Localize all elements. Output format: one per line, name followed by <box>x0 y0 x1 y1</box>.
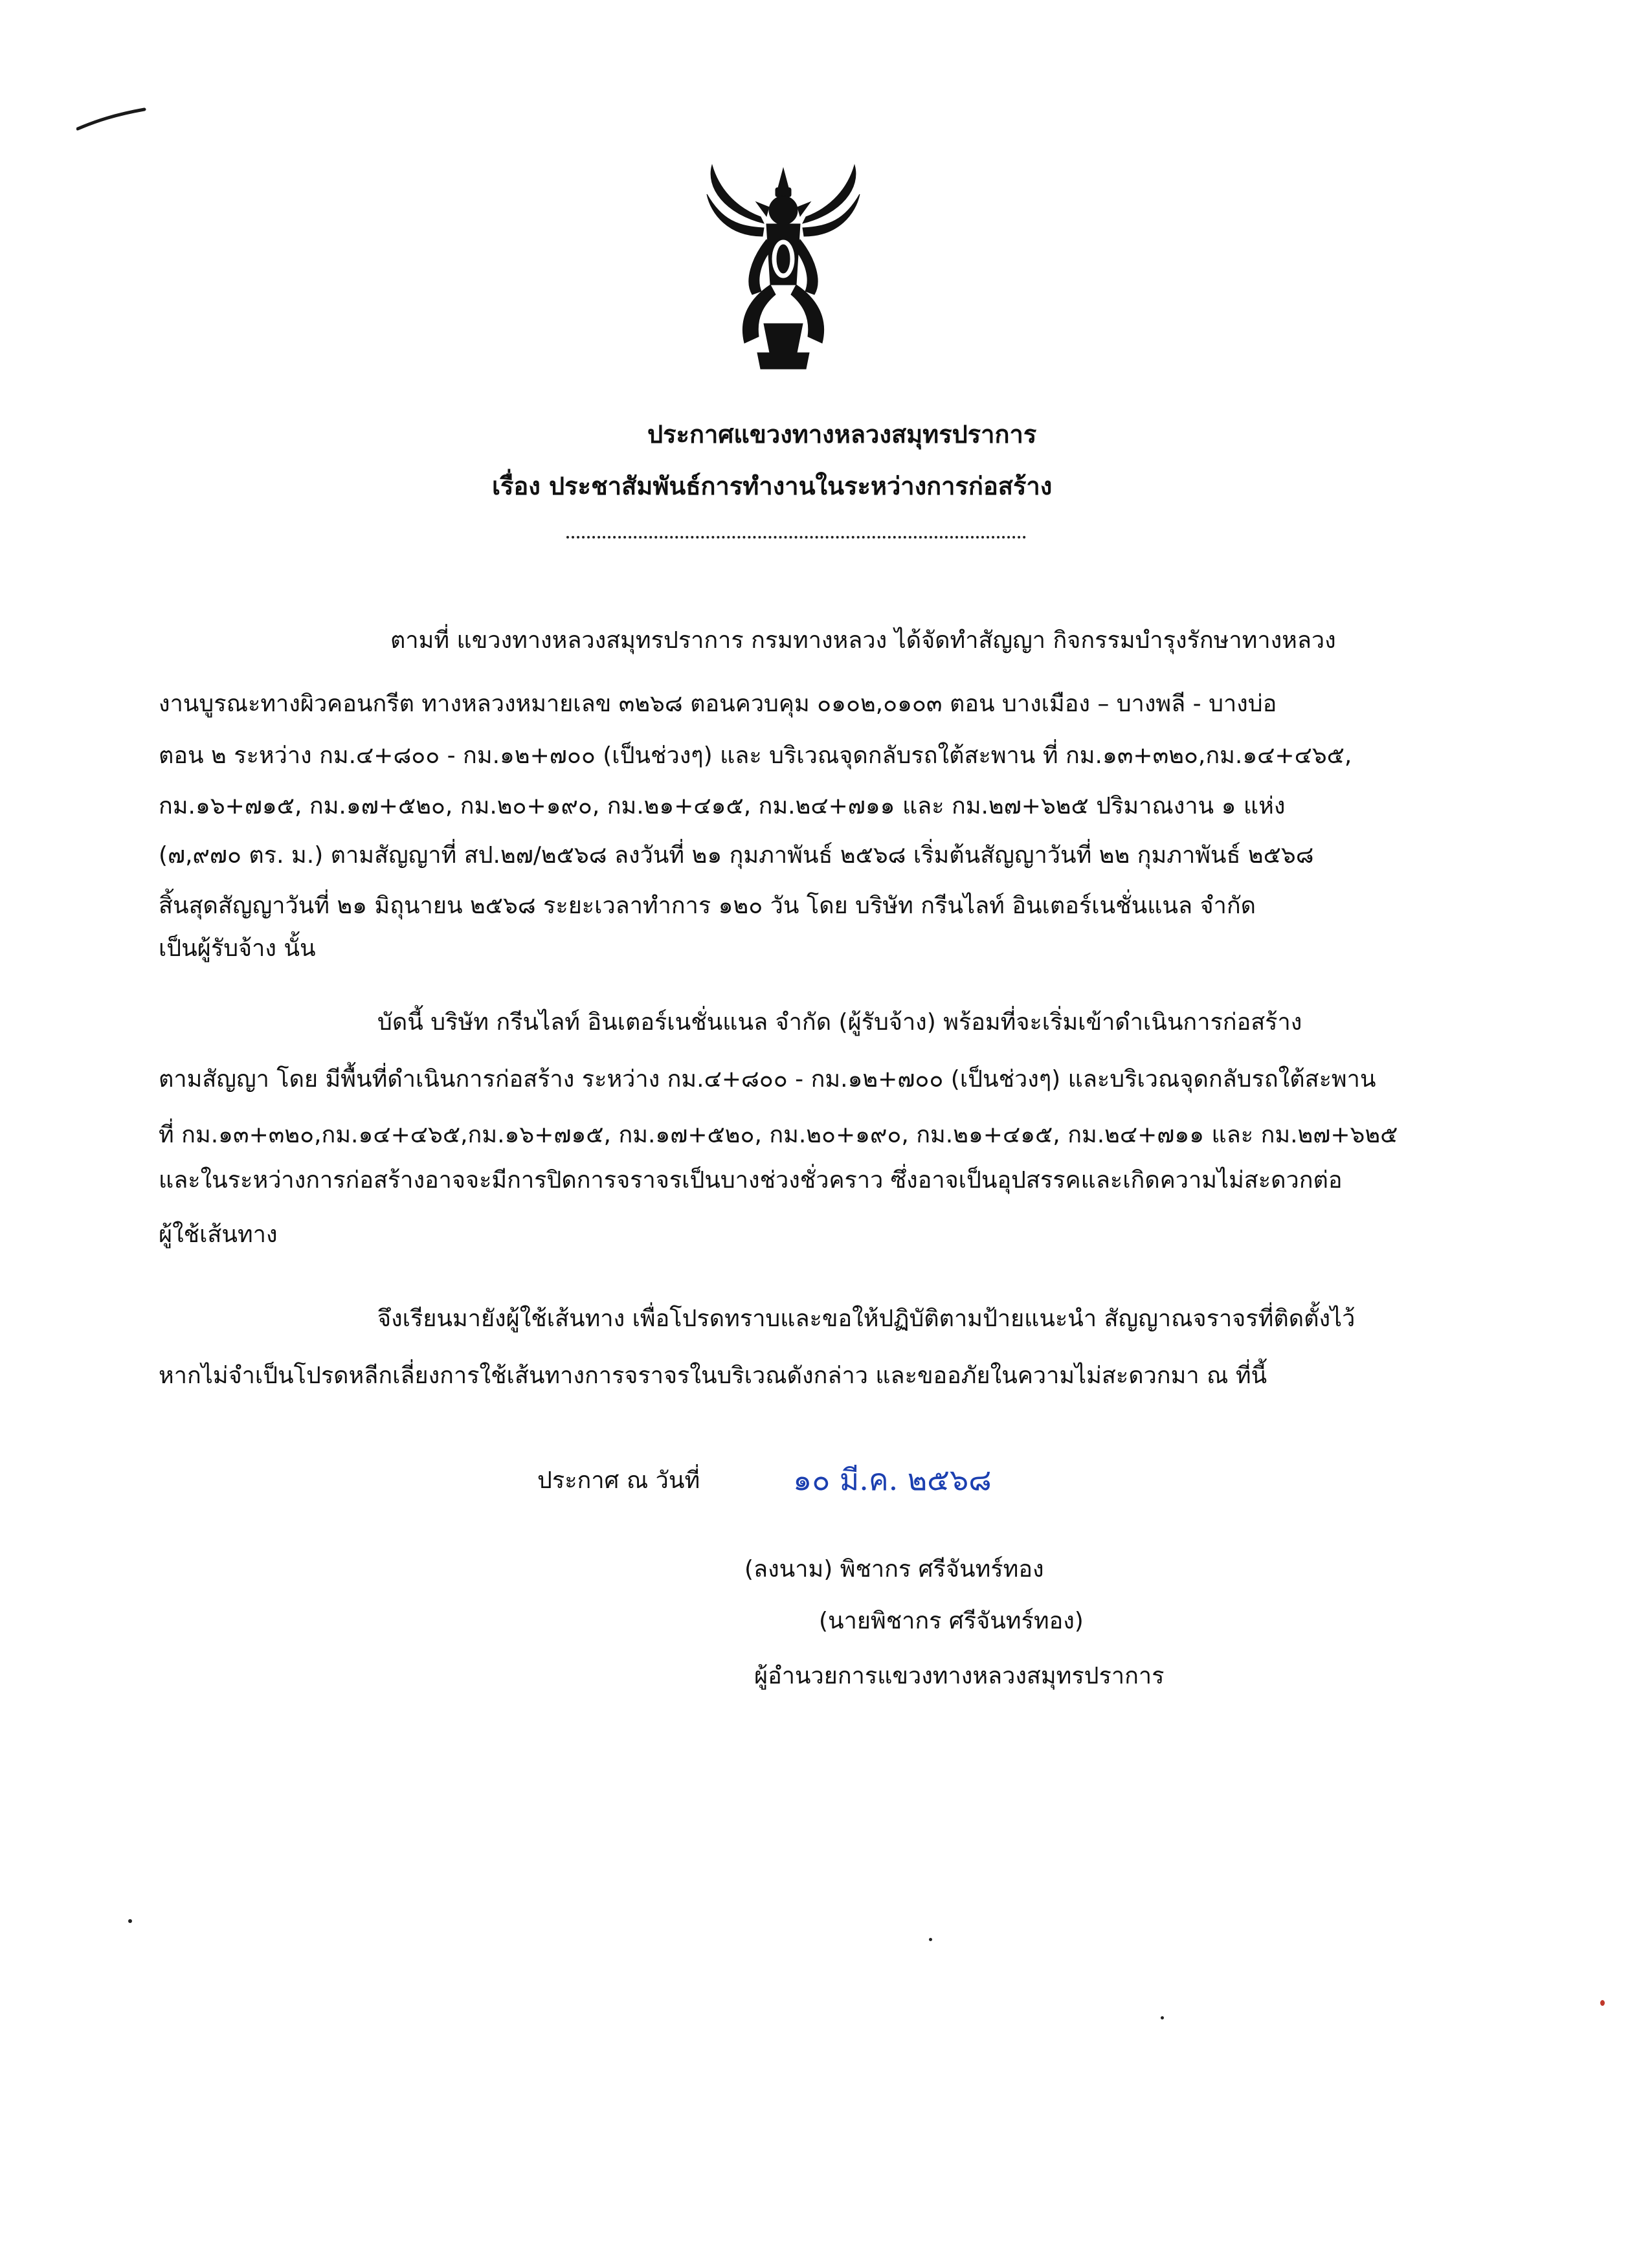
scan-speck <box>929 1938 932 1941</box>
garuda-emblem-icon <box>699 162 867 375</box>
document-subject: เรื่อง ประชาสัมพันธ์การทำงานในระหว่างการก่อสร้าง <box>492 472 1053 500</box>
paragraph2-line: ผู้ใช้เส้นทาง <box>159 1221 278 1248</box>
paragraph1-line: สิ้นสุดสัญญาวันที่ ๒๑ มิถุนายน ๒๕๖๘ ระยะเวลาทำการ ๑๒๐ วัน โดย บริษัท กรีนไลท์ อินเตอร์เนชั่นแนล จำกัด <box>159 893 1256 919</box>
paragraph3-line: จึงเรียนมายังผู้ใช้เส้นทาง เพื่อโปรดทราบและขอให้ปฏิบัติตามป้ายแนะนำ สัญญาณจราจรที่ติดตั้งไว้ <box>377 1306 1356 1332</box>
paragraph2-line: ที่ กม.๑๓+๓๒๐,กม.๑๔+๔๖๕,กม.๑๖+๗๑๕, กม.๑๗+๕๒๐, กม.๒๐+๑๙๐, กม.๒๑+๔๑๕, กม.๒๔+๗๑๑ และ กม.๒๗+๖๒๕ <box>159 1122 1398 1148</box>
paragraph2-line: และในระหว่างการก่อสร้างอาจจะมีการปิดการจราจรเป็นบางช่วงชั่วคราว ซึ่งอาจเป็นอุปสรรคและเกิดความไม่สะดวกต่อ <box>159 1167 1343 1194</box>
scan-speck <box>1161 2016 1164 2019</box>
signature-line: (ลงนาม) พิชากร ศรีจันทร์ทอง <box>744 1556 1044 1583</box>
scan-speck <box>128 1919 132 1923</box>
handwritten-date: ๑๐ มี.ค. ๒๕๖๘ <box>793 1462 992 1497</box>
paragraph2-line: บัดนี้ บริษัท กรีนไลท์ อินเตอร์เนชั่นแนล จำกัด (ผู้รับจ้าง) พร้อมที่จะเริ่มเข้าดำเนินการก่อสร้าง <box>377 1009 1302 1036</box>
paragraph1-line: ตามที่ แขวงทางหลวงสมุทรปราการ กรมทางหลวง ได้จัดทำสัญญา กิจกรรมบำรุงรักษาทางหลวง <box>390 627 1336 654</box>
paragraph1-line: งานบูรณะทางผิวคอนกรีต ทางหลวงหมายเลข ๓๒๖๘ ตอนควบคุม ๐๑๐๒,๐๑๐๓ ตอน บางเมือง – บางพลี - บางบ่อ <box>159 691 1277 717</box>
paragraph1-line: (๗,๙๗๐ ตร. ม.) ตามสัญญาที่ สป.๒๗/๒๕๖๘ ลงวันที่ ๒๑ กุมภาพันธ์ ๒๕๖๘ เริ่มต้นสัญญาวันที่ ๒๒ กุมภาพันธ์ ๒๕๖๘ <box>159 842 1314 869</box>
signatory-name: (นายพิชากร ศรีจันทร์ทอง) <box>819 1608 1084 1634</box>
paragraph1-line: เป็นผู้รับจ้าง นั้น <box>159 935 316 962</box>
announcement-date-label: ประกาศ ณ วันที่ <box>537 1467 700 1494</box>
scan-speck <box>1600 2000 1605 2006</box>
paragraph1-line: ตอน ๒ ระหว่าง กม.๔+๘๐๐ - กม.๑๒+๗๐๐ (เป็นช่วงๆ) และ บริเวณจุดกลับรถใต้สะพาน ที่ กม.๑๓+๓๒๐,กม.๑๔+๔๖๕, <box>159 742 1352 769</box>
pen-stroke-mark <box>76 107 148 133</box>
document-title: ประกาศแขวงทางหลวงสมุทรปราการ <box>647 420 1037 449</box>
paragraph1-line: กม.๑๖+๗๑๕, กม.๑๗+๕๒๐, กม.๒๐+๑๙๐, กม.๒๑+๔๑๕, กม.๒๔+๗๑๑ และ กม.๒๗+๖๒๕ ปริมาณงาน ๑ แห่ง <box>159 793 1286 819</box>
signatory-position: ผู้อำนวยการแขวงทางหลวงสมุทรปราการ <box>754 1663 1165 1689</box>
dotted-divider <box>566 536 1026 539</box>
paragraph3-line: หากไม่จำเป็นโปรดหลีกเลี่ยงการใช้เส้นทางการจราจรในบริเวณดังกล่าว และขออภัยในความไม่สะดวกมา ณ ที่นี้ <box>159 1362 1267 1389</box>
paragraph2-line: ตามสัญญา โดย มีพื้นที่ดำเนินการก่อสร้าง ระหว่าง กม.๔+๘๐๐ - กม.๑๒+๗๐๐ (เป็นช่วงๆ) และบริเวณจุดกลับรถใต้สะพาน <box>159 1066 1376 1093</box>
